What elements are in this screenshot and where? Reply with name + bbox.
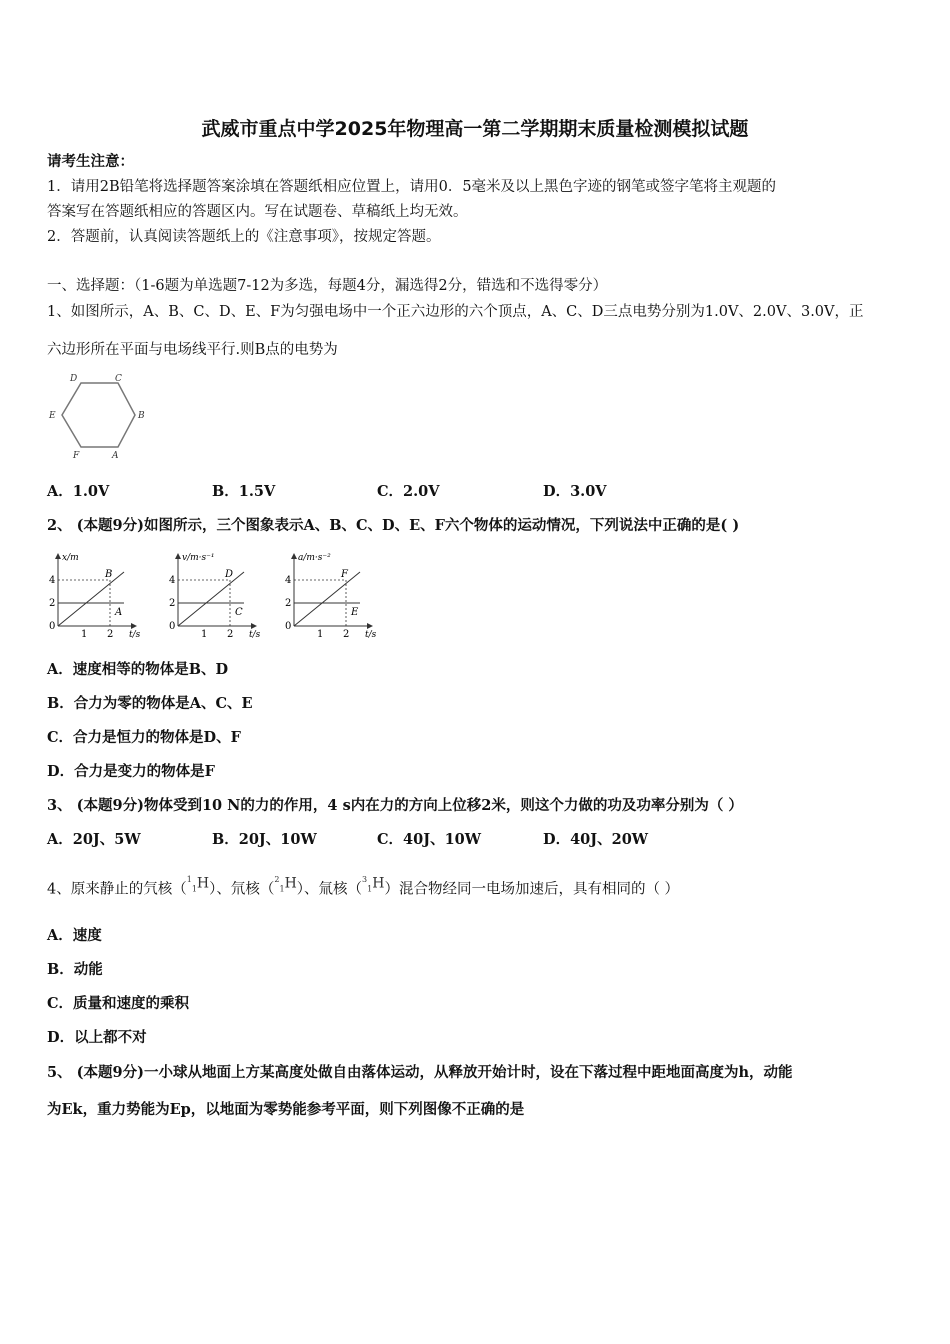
q1-option-a: A．1.0V <box>47 483 110 500</box>
nuclide-protium <box>187 870 209 899</box>
hex-label-b: B <box>138 411 145 421</box>
graph3-xlabel: t/s <box>365 630 377 640</box>
graph2-tick-x1: 1 <box>201 629 208 640</box>
q3-stem: 3、 (本题9分)物体受到10 N的力的作用，4 s内在力的方向上位移2米，则这个力做的功及功率分别为（ ） <box>47 797 743 814</box>
hex-label-d: D <box>70 374 78 384</box>
q2-option-b: B．合力为零的物体是A、C、E <box>47 695 253 712</box>
q1-stem-line2: 六边形所在平面与电场线平行.则B点的电势为 <box>47 342 338 358</box>
protium-mass: 1 <box>186 875 192 884</box>
q4-stem-part-d: ）混合物经同一电场加速后，具有相同的（ ） <box>384 881 680 898</box>
graph3-tick-x2: 2 <box>343 629 350 640</box>
section-heading: 一、选择题：（1-6题为单选题7-12为多选，每题4分，漏选得2分，错选和不选得零分） <box>47 278 608 294</box>
graph3-label-e: E <box>351 607 359 618</box>
graph3-label-f: F <box>341 569 348 580</box>
graph3-tick-x1: 1 <box>317 629 324 640</box>
deuterium-charge: 1 <box>279 884 285 894</box>
q4-stem-part-a: 4、原来静止的氕核（ <box>47 881 187 898</box>
notice-line-1a: 1．请用2B铅笔将选择题答案涂填在答题纸相应位置上，请用0．5毫米及以上黑色字迹的钢笔或签字笔将主观题的 <box>47 179 777 195</box>
q1-stem-line1: 1、如图所示，A、B、C、D、E、F为匀强电场中一个正六边形的六个顶点，A、C、D三点电势分别为1.0V、2.0V、3.0V，正 <box>47 304 864 320</box>
protium-charge: 1 <box>191 884 197 894</box>
q3-option-b: B．20J、10W <box>212 831 317 848</box>
nuclide-deuterium <box>274 870 296 899</box>
q4-option-a: A．速度 <box>47 927 102 944</box>
q2-option-c: C．合力是恒力的物体是D、F <box>47 729 241 746</box>
graph1-tick-x2: 2 <box>107 629 114 640</box>
graph-v-t <box>169 553 261 640</box>
deuterium-mass: 2 <box>274 875 280 884</box>
q3-option-d: D．40J、20W <box>543 831 649 848</box>
q2-option-d: D．合力是变力的物体是F <box>47 763 215 780</box>
graph2-tick-y0: 0 <box>169 621 176 632</box>
graph1-tick-y4: 4 <box>49 575 56 586</box>
page-title: 武威市重点中学2025年物理高一第二学期期末质量检测模拟试题 <box>201 118 749 140</box>
graph1-xlabel: t/s <box>129 630 141 640</box>
q1-option-b: B．1.5V <box>212 483 276 500</box>
graph1-label-a: A <box>115 607 123 618</box>
q5-stem-line2: 为Ek，重力势能为Ep，以地面为零势能参考平面，则下列图像不正确的是 <box>47 1101 525 1118</box>
graph2-label-c: C <box>235 607 243 618</box>
protium-symbol: H <box>196 875 210 892</box>
deuterium-symbol: H <box>284 875 297 892</box>
tritium-symbol: H <box>372 875 385 892</box>
graph2-label-d: D <box>225 569 234 580</box>
graph2-tick-y4: 4 <box>169 575 176 586</box>
q1-option-d: D．3.0V <box>543 483 607 500</box>
q2-option-a: A．速度相等的物体是B、D <box>47 661 229 678</box>
q2-stem: 2、 (本题9分)如图所示，三个图象表示A、B、C、D、E、F六个物体的运动情况，下列说法中正确的是( ) <box>47 517 740 534</box>
graph3-tick-y0: 0 <box>285 621 292 632</box>
hexagon-shape <box>62 383 135 447</box>
hex-label-c: C <box>115 374 122 384</box>
hex-label-f: F <box>73 451 80 461</box>
q4-stem-part-c: ）、氚核（ <box>296 881 363 898</box>
notice-line-2: 2．答题前，认真阅读答题纸上的《注意事项》，按规定答题。 <box>47 229 441 245</box>
q4-stem <box>47 876 679 905</box>
motion-graphs <box>44 548 394 644</box>
graph1-tick-y0: 0 <box>49 621 56 632</box>
graph-a-t <box>285 553 377 640</box>
tritium-charge: 1 <box>367 884 373 894</box>
q3-option-a: A．20J、5W <box>47 831 141 848</box>
q4-option-d: D．以上都不对 <box>47 1029 147 1046</box>
nuclide-tritium <box>362 870 384 899</box>
graph2-ylabel: v/m·s⁻¹ <box>182 553 215 563</box>
q5-stem-line1: 5、 (本题9分)一小球从地面上方某高度处做自由落体运动，从释放开始计时，设在下落过程中距地面高度为h，动能 <box>47 1064 793 1081</box>
notice-heading: 请考生注意： <box>47 153 134 170</box>
graph2-tick-y2: 2 <box>169 598 176 609</box>
hex-label-a: A <box>112 451 119 461</box>
q1-option-c: C．2.0V <box>377 483 440 500</box>
graph-x-t <box>49 553 141 640</box>
graph1-ylabel: x/m <box>62 553 79 563</box>
q4-option-b: B．动能 <box>47 961 103 978</box>
graph3-tick-y2: 2 <box>285 598 292 609</box>
q4-option-c: C．质量和速度的乘积 <box>47 995 190 1012</box>
graph2-xlabel: t/s <box>249 630 261 640</box>
graph3-tick-y4: 4 <box>285 575 292 586</box>
q3-option-c: C．40J、10W <box>377 831 482 848</box>
q4-stem-part-b: ）、氘核（ <box>209 881 275 898</box>
hexagon-figure <box>44 370 154 462</box>
graph2-tick-x2: 2 <box>227 629 234 640</box>
graph1-label-b: B <box>105 569 113 580</box>
graph1-tick-y2: 2 <box>49 598 56 609</box>
graph1-tick-x1: 1 <box>81 629 88 640</box>
notice-line-1b: 答案写在答题纸相应的答题区内。写在试题卷、草稿纸上均无效。 <box>47 204 468 220</box>
graph3-ylabel: a/m·s⁻² <box>298 553 331 563</box>
tritium-mass: 3 <box>362 875 368 884</box>
hex-label-e: E <box>49 411 56 421</box>
